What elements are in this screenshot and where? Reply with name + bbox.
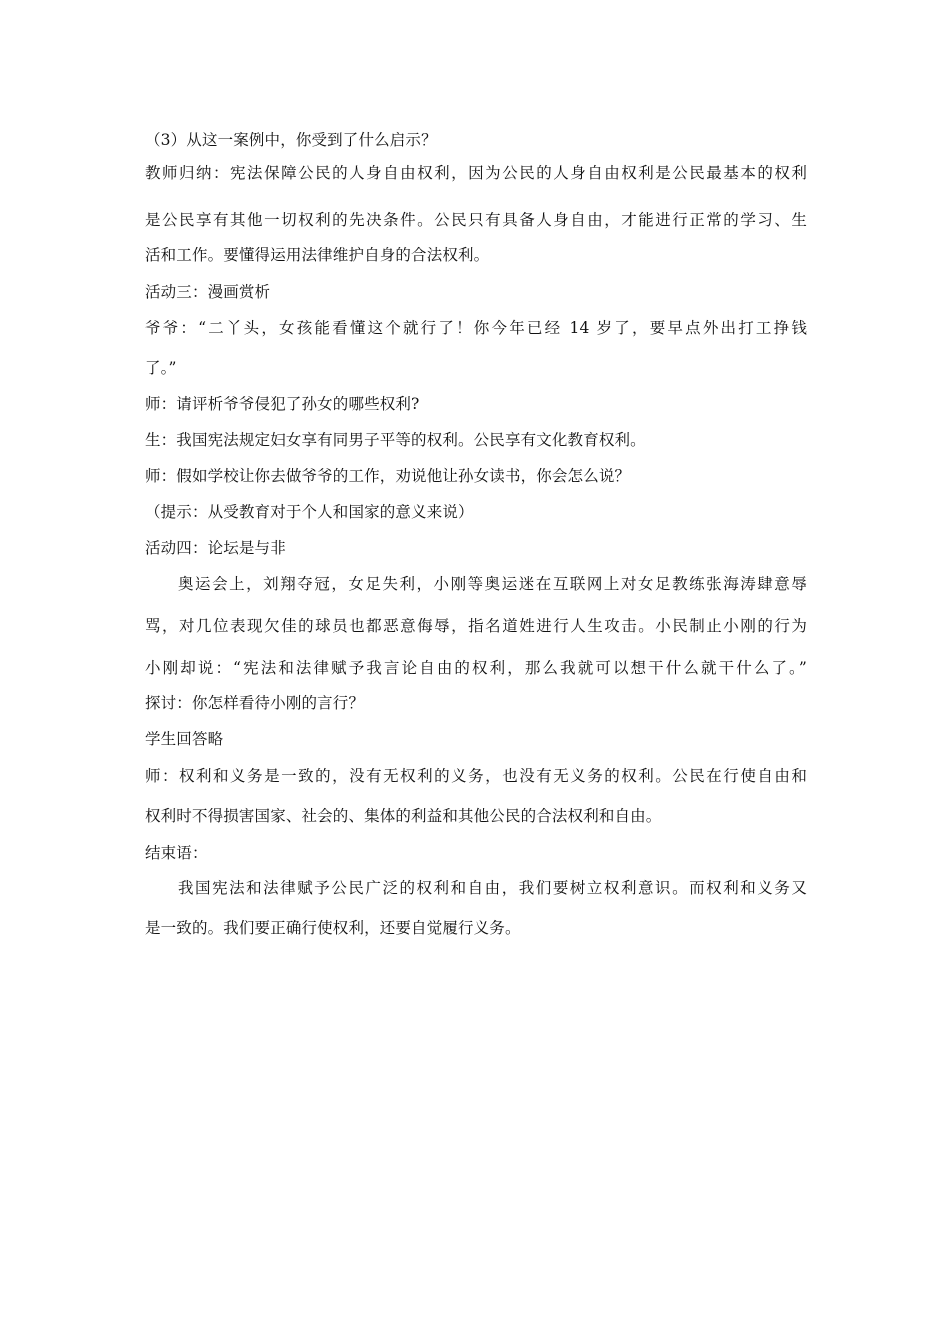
activity-four-heading: 活动四：论坛是与非	[145, 539, 286, 557]
forum-paragraph-line-1: 奥运会上，刘翔夺冠，女足失利，小刚等奥运迷在互联网上对女足教练张海涛肆意辱	[178, 575, 807, 593]
discussion-prompt: 探讨：你怎样看待小刚的言行？	[145, 694, 365, 712]
teacher-summary-line-2: 是公民享有其他一切权利的先决条件。公民只有具备人身自由，才能进行正常的学习、生	[145, 211, 807, 229]
grandpa-quote-line-1: 爷爷：“二丫头，女孩能看懂这个就行了！你今年已经 14 岁了，要早点外出打工挣钱	[145, 319, 807, 337]
forum-paragraph-line-3: 小刚却说：“宪法和法律赋予我言论自由的权利，那么我就可以想干什么就干什么了。”	[145, 659, 807, 677]
question-3: （3）从这一案例中，你受到了什么启示？	[145, 131, 437, 149]
student-answer-omitted: 学生回答略	[145, 730, 224, 748]
hint-note: （提示：从受教育对于个人和国家的意义来说）	[145, 503, 474, 521]
teacher-question: 师：请评析爷爷侵犯了孙女的哪些权利?	[145, 395, 420, 413]
grandpa-quote-line-2: 了。”	[145, 359, 177, 377]
teacher-conclusion-line-1: 师：权利和义务是一致的，没有无权利的义务，也没有无义务的权利。公民在行使自由和	[145, 767, 807, 785]
activity-three-heading: 活动三：漫画赏析	[145, 283, 271, 301]
teacher-conclusion-line-2: 权利时不得损害国家、社会的、集体的利益和其他公民的合法权利和自由。	[145, 807, 662, 825]
teacher-summary-line-3: 活和工作。要懂得运用法律维护自身的合法权利。	[145, 246, 490, 264]
closing-paragraph-line-2: 是一致的。我们要正确行使权利，还要自觉履行义务。	[145, 919, 521, 937]
teacher-hypothetical: 师：假如学校让你去做爷爷的工作，劝说他让孙女读书，你会怎么说？	[145, 467, 631, 485]
student-answer: 生：我国宪法规定妇女享有同男子平等的权利。公民享有文化教育权利。	[145, 431, 646, 449]
closing-heading: 结束语：	[145, 844, 208, 862]
teacher-summary-line-1: 教师归纳：宪法保障公民的人身自由权利，因为公民的人身自由权利是公民最基本的权利	[145, 164, 807, 182]
forum-paragraph-line-2: 骂，对几位表现欠佳的球员也都恶意侮辱，指名道姓进行人生攻击。小民制止小刚的行为	[145, 617, 807, 635]
closing-paragraph-line-1: 我国宪法和法律赋予公民广泛的权利和自由，我们要树立权利意识。而权利和义务又	[178, 879, 807, 897]
